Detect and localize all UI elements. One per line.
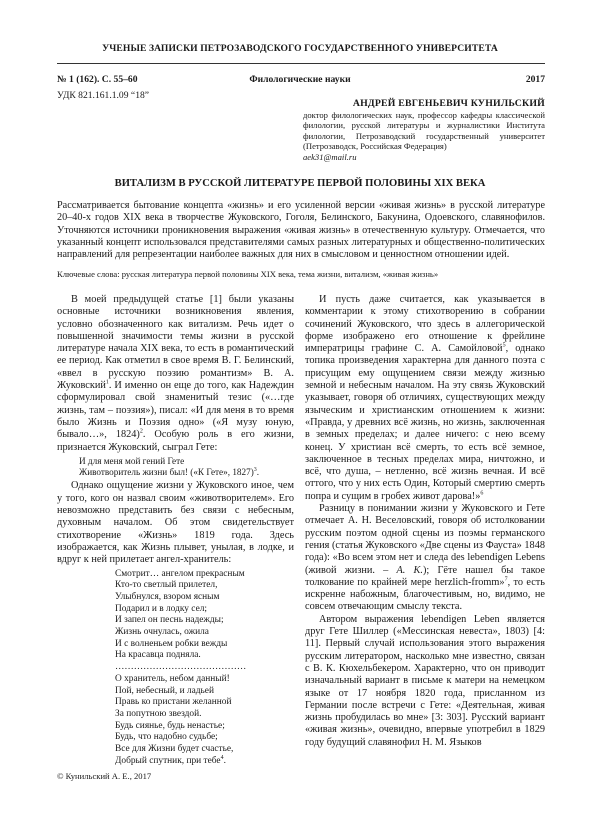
verse-line: И для меня мой гений Гете [79,455,185,466]
footnote-ref: 6 [480,490,484,497]
paragraph [305,503,545,614]
verse-line: Добрый спутник, при тебе$^4$. [115,754,226,766]
footnote-ref: 7 [504,576,508,583]
author-block [303,99,545,163]
right-column [305,294,545,749]
publication-year: 2017 [525,74,545,85]
paragraph: Автором выражения lebendigen Leben является друг Гете Шиллер («Мессинская невеста», 1803) [4: 11]. Первый случай использования этого выражения русским литератором, насколько мне известно, связан с В. К. Кюхельбекером. Характерно, что он приводит изначальный вариант в письме к матери на немецком языке от 17 ноября 1820 года, присланном из Германии после встречи с Гете: «Деятельная, живая жизнь пробудилась во мне» [3: 303]. Русский вариант «живая жизнь», очевидно, впервые употребил в 1829 году будущий славянофил Н. М. Языков [305,613,545,748]
verse-text: Животворитель жизни был! («К Гете», 1827) [79,467,254,478]
paragraph-text: И пусть даже считается, как указывается в комментарии к этому стихотворению в собрании сочинений Жуковского, что здесь в аллегорической форме изображено его отношение к фрейлине императрицы графине С. А. Самойловой [305,294,545,355]
keywords: Ключевые слова: русская литература первой половины XIX века, тема жизни, витализм, «живая жизнь» [57,269,439,279]
author-affiliation: доктор филологических наук, профессор кафедры классической филологии, русской литературы и журналистики Института филологии, Петрозаводский государственный университет (Петрозаводск, Российская Федерация) [303,109,545,152]
author-email[interactable]: aek31@mail.ru [303,151,357,162]
paragraph-text: , однако топика произведения характерна для данного поэта с присущим ему ощущением связи между жизнью земной и небесным началом. На эту связь Жуковский указывает, говоря об отличиях, существующих между языческим и христианским отношением к жизни: «Правда, у древних всё жизнь, но жизнь, заключенная в земных пределах; и далее ничего: с нею всему конец. У христиан всё смерть, то есть всё земное, заключенное в тесных пределах мира, ничтожно, и всё, что душа, – нетленно, всё жизнь вечная. И всё оттого, что у них есть Один, Который смертию смерть попра и сущим в гробех живот дарова!» [305,343,546,502]
abstract [57,200,545,261]
verse-line: Животворитель жизни был! («К Гете», 1827)$^3$. [79,467,260,478]
poem [115,569,294,768]
verse-line: И запел он песнь надежды; [115,615,224,626]
verse-line: Улыбнулся, взором ясным [115,591,220,602]
verse-line: Будь сиянье, будь ненастье; [115,720,225,731]
verse-line: И с волненьем робки вежды [115,638,228,649]
verse-text: Добрый спутник, при тебе [115,755,221,766]
footnote-ref: 5 [502,342,506,349]
author-initials: А. К. [396,564,423,576]
paragraph-text: . Особую роль в его жизни, признается Жуковский, сыграл Гете: [57,429,294,453]
verse-line: Смотрит… ангелом прекрасным [115,568,245,579]
section-name: Филологические науки [249,74,351,85]
verse-line: На красавца подняла. [115,650,201,661]
paragraph: Однако ощущение жизни у Жуковского иное, чем у того, кого он назвал своим «животворителем». Его невозможно представить без связи с небесным, духовным началом. Об этом свидетельствует стихотворение «Жизнь» 1819 года. Здесь изображается, как Жизнь плывет, унылая, в лодке, и вдруг к ней прилетает ангел-хранитель: [57,480,294,566]
udk-code: УДК 821.161.1.09 “18” [57,90,150,101]
paragraph [305,294,545,503]
paragraph [57,294,294,454]
footnote-ref: 4 [220,754,224,761]
paragraph-text: ); Гёте нашел бы такое толкование по крайней мере herzlich-fromm» [305,564,545,588]
article-title: ВИТАЛИЗМ В РУССКОЙ ЛИТЕРАТУРЕ ПЕРВОЙ ПОЛОВИНЫ XIX ВЕКА [114,178,486,189]
footnote-ref: 1 [105,379,109,386]
footnote-ref: 2 [139,428,143,435]
verse-line: Подарил и в лодку сел; [115,603,208,614]
verse-line: О хранитель, небом данный! [115,673,230,684]
paragraph-text: В моей предыдущей статье [1] были указаны основные источники возникновения явления, условно обозначенного как витализм. Речь идет о повышенной значимости темы жизни в русской литературе начала XIX века, то есть в романтический ее период. Как отметил в свое время В. Г. Белинский, «ввел в русскую поэзию романтизм» В. А. Жуковский [57,294,294,392]
abstract-text: Рассматривается бытование концепта «жизнь» и его усиленной версии «живая жизнь» в русской литературе 20–40-х годов XIX века в творчестве Жуковского, Гоголя, Белинского, Бакунина, Одоевского, славянофилов. Уточняются источники проникновения выражения «живая жизнь» в отечественную культуру. Отмечается, что указанный концепт использовался представителями самых разных литературных и общественно-политических направлений для репрезентации наиболее важных для них в смысловом и ценностном отношении идей. [57,200,545,261]
verse-line: Пой, небесный, и ладьей [115,685,214,696]
copyright: © Кунильский А. Е., 2017 [57,771,152,781]
verse-line: Все для Жизни будет счастье, [115,744,234,755]
verse-ellipsis: …………………………………… [115,662,247,673]
verse-line: Правь ко пристани желанной [115,697,232,708]
verse-line: Будь, что надобно судьбе; [115,732,218,743]
verse-line: Жизнь очнулась, ожила [115,627,209,638]
author-name: АНДРЕЙ ЕВГЕНЬЕВИЧ КУНИЛЬСКИЙ [352,98,545,109]
footnote-ref: 3 [253,467,257,474]
verse-line: Кто-то светлый прилетел, [115,580,218,591]
header-rule [57,63,545,64]
left-column [57,294,294,769]
paragraph-text: . И именно он еще до того, как Надеждин сформулировал свой знаменитый тезис («…где жизнь, там – поэзия»), писал: «И для меня в то время было Жизнь и Поэзия одно» («Я музу юную, бывало…», 1824) [57,380,294,441]
verse-line: За попутною звездой. [115,708,202,719]
journal-title: УЧЕНЫЕ ЗАПИСКИ ПЕТРОЗАВОДСКОГО ГОСУДАРСТВЕННОГО УНИВЕРСИТЕТА [102,43,498,54]
quote-verse [79,456,294,479]
paragraph-text: Разницу в понимании жизни у Жуковского и Гете отмечает А. Н. Веселовский, говоря об истолковании русским поэтом одной сцены из поэмы германского гения (статья Жуковского «Две сцены из Фауста» 1848 года): «Во всем этом нет и следа des lebendigen Lebens (живой жизни. – [305,503,545,576]
issue-number: № 1 (162). С. 55–60 [57,74,138,85]
paragraph-text: , то есть искренне набожным, благочестивым, но, видимо, не совсем отвечающим смыслу текста. [305,576,546,613]
